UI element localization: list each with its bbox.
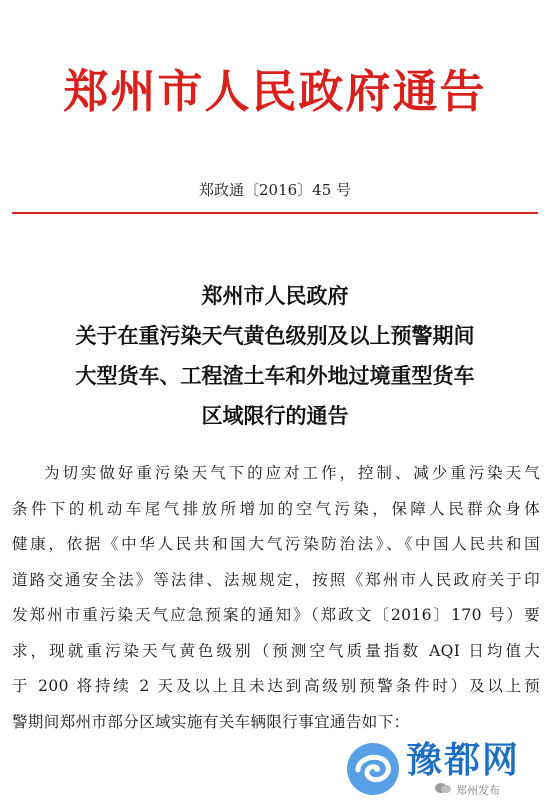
swirl-logo-icon [344, 740, 402, 798]
notice-body [12, 456, 540, 740]
watermark-brand: 豫都网 [406, 740, 521, 781]
document-number: 郑政通〔2016〕45 号 [198, 181, 352, 199]
body-line: 健康，依据《中华人民共和国大气污染防治法》、《中国人民共和国 [12, 535, 540, 553]
red-divider [12, 212, 538, 214]
body-line: 于 200 将持续 2 天及以上且未达到高级别预警条件时）及以上预 [12, 677, 540, 695]
body-line: 道路交通安全法》等法律、法规规定，按照《郑州市人民政府关于印 [12, 570, 540, 589]
body-line: 发郑州市重污染天气应急预案的通知》（郑政文〔2016〕170 号）要 [12, 606, 540, 624]
site-watermark [344, 738, 544, 797]
body-line: 为切实做好重污染天气下的应对工作，控制、减少重污染天气 [44, 464, 540, 482]
title-line: 大型货车、工程渣土车和外地过境重型货车 [75, 363, 475, 388]
title-line: 郑州市人民政府 [201, 283, 349, 308]
watermark-subtitle: 郑州发布 [456, 784, 500, 797]
title-line: 关于在重污染天气黄色级别及以上预警期间 [75, 323, 475, 348]
notice-title [0, 276, 550, 436]
body-line: 警期间郑州市部分区域实施有关车辆限行事宜通告如下： [12, 712, 410, 731]
masthead-title: 郑州市人民政府通告 [63, 65, 487, 118]
body-line: 条件下的机动车尾气排放所增加的空气污染，保障人民群众身体 [12, 499, 540, 518]
wechat-icon [434, 782, 452, 794]
body-line: 求，现就重污染天气黄色级别（预测空气质量指数 AQI 日均值大 [12, 641, 540, 660]
title-line: 区域限行的通告 [201, 403, 349, 428]
